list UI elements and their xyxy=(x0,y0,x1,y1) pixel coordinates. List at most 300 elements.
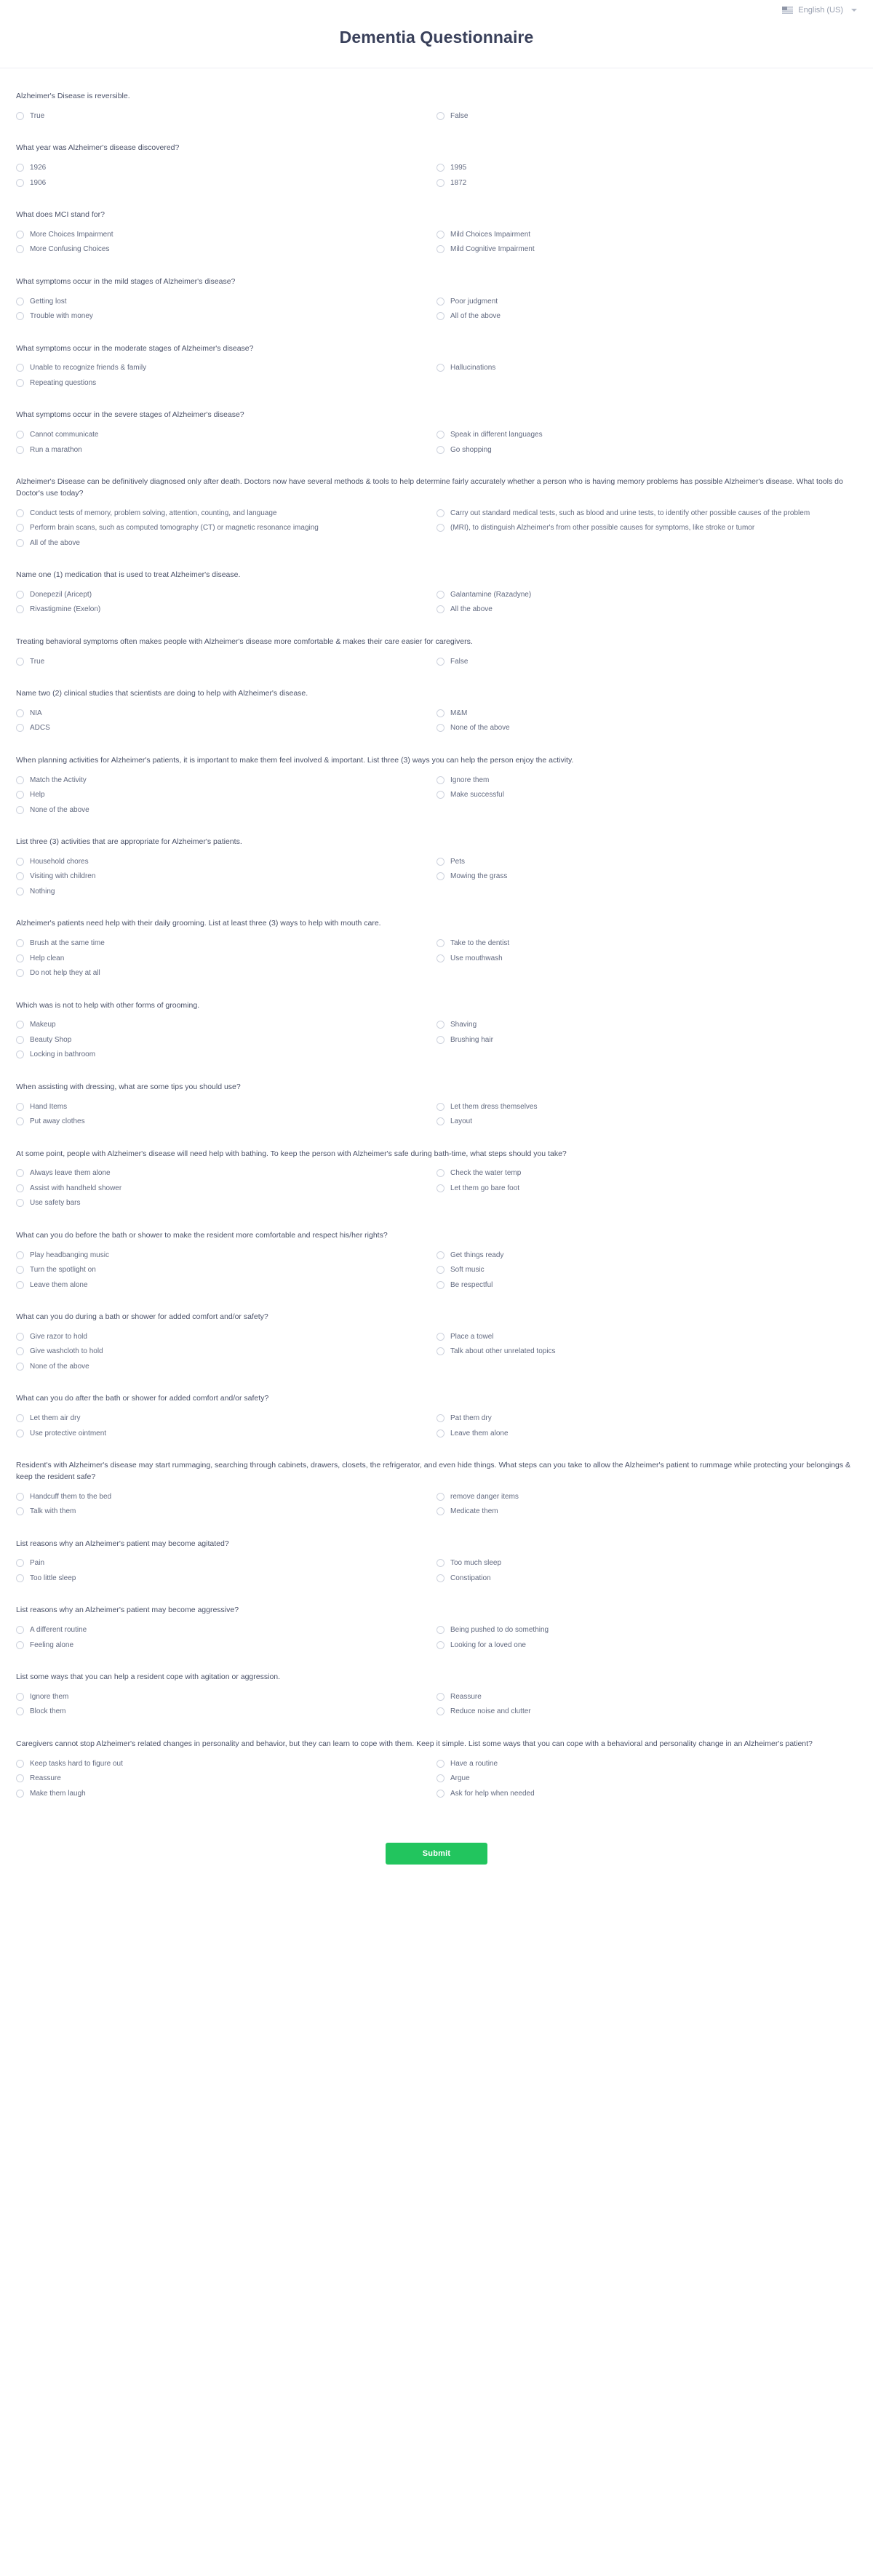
option-label: Getting lost xyxy=(30,297,67,306)
option-group xyxy=(16,655,857,670)
radio-button-icon[interactable] xyxy=(436,858,445,866)
radio-button-icon[interactable] xyxy=(16,872,24,880)
option-label: Get things ready xyxy=(450,1251,504,1259)
option-label: Do not help they at all xyxy=(30,969,100,977)
option-label: Visiting with children xyxy=(30,872,96,881)
radio-button-icon[interactable] xyxy=(436,872,445,880)
question-block xyxy=(0,133,873,200)
radio-option[interactable] xyxy=(16,773,436,789)
option-group xyxy=(16,1690,857,1720)
radio-option[interactable] xyxy=(16,655,436,670)
radio-option[interactable] xyxy=(16,376,436,391)
option-label: Soft music xyxy=(450,1266,485,1274)
option-label: Reduce noise and clutter xyxy=(450,1707,531,1716)
radio-option[interactable] xyxy=(16,721,436,736)
radio-button-icon[interactable] xyxy=(16,364,24,372)
question-text: At some point, people with Alzheimer's disease will need help with bathing. To keep the person with Alzheimer's safe during bath-time, what steps should you take? xyxy=(16,1149,567,1158)
chevron-down-icon[interactable] xyxy=(851,9,857,12)
radio-button-icon[interactable] xyxy=(16,379,24,387)
radio-button-icon[interactable] xyxy=(436,179,445,187)
radio-option[interactable] xyxy=(16,1196,436,1211)
radio-option[interactable] xyxy=(16,602,436,618)
radio-option[interactable] xyxy=(436,1787,857,1802)
radio-button-icon[interactable] xyxy=(436,1169,445,1177)
radio-button-icon[interactable] xyxy=(16,431,24,439)
radio-option[interactable] xyxy=(16,176,436,191)
radio-button-icon[interactable] xyxy=(436,112,445,120)
radio-button-icon[interactable] xyxy=(16,1559,24,1567)
radio-option[interactable] xyxy=(436,161,857,176)
radio-button-icon[interactable] xyxy=(16,1347,24,1355)
radio-button-icon[interactable] xyxy=(16,1199,24,1207)
option-label: Beauty Shop xyxy=(30,1035,72,1044)
questionnaire-form xyxy=(0,68,873,1833)
option-label: Trouble with money xyxy=(30,312,93,320)
radio-button-icon[interactable] xyxy=(16,858,24,866)
radio-button-icon[interactable] xyxy=(436,524,445,532)
radio-option[interactable] xyxy=(16,1114,436,1130)
radio-option[interactable] xyxy=(436,295,857,310)
radio-button-icon[interactable] xyxy=(436,709,445,717)
radio-option[interactable] xyxy=(16,1278,436,1293)
radio-option[interactable] xyxy=(16,869,436,885)
radio-option[interactable] xyxy=(436,721,857,736)
option-label: ADCS xyxy=(30,724,50,733)
radio-option[interactable] xyxy=(16,1623,436,1638)
option-label: None of the above xyxy=(30,805,89,814)
radio-button-icon[interactable] xyxy=(16,509,24,517)
question-block xyxy=(0,1451,873,1529)
option-label: Makeup xyxy=(30,1021,56,1029)
radio-option[interactable] xyxy=(16,588,436,603)
radio-option[interactable] xyxy=(436,855,857,870)
radio-button-icon[interactable] xyxy=(16,524,24,532)
option-label: Reassure xyxy=(30,1774,61,1782)
option-label: Medicate them xyxy=(450,1507,498,1515)
option-label: Handcuff them to the bed xyxy=(30,1492,112,1501)
radio-option[interactable] xyxy=(436,1571,857,1587)
question-block xyxy=(0,1529,873,1596)
radio-option[interactable] xyxy=(16,1263,436,1278)
option-label: Check the water temp xyxy=(450,1169,522,1178)
radio-option[interactable] xyxy=(436,788,857,803)
radio-option[interactable] xyxy=(436,1033,857,1048)
radio-button-icon[interactable] xyxy=(16,245,24,253)
radio-option[interactable] xyxy=(16,966,436,981)
radio-button-icon[interactable] xyxy=(436,724,445,732)
option-label: Match the Activity xyxy=(30,775,87,784)
option-label: Household chores xyxy=(30,857,89,866)
radio-option[interactable] xyxy=(436,1248,857,1264)
radio-option[interactable] xyxy=(436,1638,857,1654)
radio-button-icon[interactable] xyxy=(436,245,445,253)
radio-button-icon[interactable] xyxy=(16,1707,24,1715)
radio-option[interactable] xyxy=(436,1411,857,1427)
radio-option[interactable] xyxy=(16,1571,436,1587)
radio-button-icon[interactable] xyxy=(436,591,445,599)
radio-button-icon[interactable] xyxy=(436,1760,445,1768)
radio-button-icon[interactable] xyxy=(436,1281,445,1289)
radio-option[interactable] xyxy=(436,1704,857,1720)
radio-option[interactable] xyxy=(16,952,436,967)
radio-button-icon[interactable] xyxy=(436,1251,445,1259)
radio-button-icon[interactable] xyxy=(16,969,24,977)
radio-option[interactable] xyxy=(16,361,436,376)
radio-option[interactable] xyxy=(436,1100,857,1115)
radio-button-icon[interactable] xyxy=(16,1414,24,1422)
option-label: None of the above xyxy=(30,1362,89,1371)
radio-option[interactable] xyxy=(16,1638,436,1654)
radio-option[interactable] xyxy=(16,1181,436,1197)
option-label: Pain xyxy=(30,1559,45,1568)
radio-button-icon[interactable] xyxy=(16,539,24,547)
radio-button-icon[interactable] xyxy=(16,954,24,962)
radio-option[interactable] xyxy=(436,1181,857,1197)
question-block xyxy=(0,627,873,679)
radio-option[interactable] xyxy=(436,361,857,376)
radio-option[interactable] xyxy=(16,1344,436,1360)
radio-button-icon[interactable] xyxy=(436,1184,445,1192)
radio-option[interactable] xyxy=(436,1330,857,1345)
radio-option[interactable] xyxy=(16,521,436,536)
radio-option[interactable] xyxy=(436,1427,857,1442)
option-label: Go shopping xyxy=(450,445,492,454)
radio-option[interactable] xyxy=(436,1556,857,1571)
radio-button-icon[interactable] xyxy=(436,1493,445,1501)
option-label: Place a towel xyxy=(450,1332,494,1341)
option-label: Donepezil (Aricept) xyxy=(30,590,92,599)
radio-button-icon[interactable] xyxy=(16,724,24,732)
radio-button-icon[interactable] xyxy=(16,1507,24,1515)
radio-button-icon[interactable] xyxy=(436,1774,445,1782)
option-label: 1872 xyxy=(450,178,467,187)
option-label: Ask for help when needed xyxy=(450,1789,535,1798)
option-label: Always leave them alone xyxy=(30,1169,111,1178)
radio-option[interactable] xyxy=(16,1248,436,1264)
option-group xyxy=(16,706,857,736)
radio-option[interactable] xyxy=(16,242,436,258)
option-group xyxy=(16,1018,857,1063)
radio-option[interactable] xyxy=(436,1114,857,1130)
submit-button[interactable]: Submit xyxy=(386,1843,487,1865)
radio-option[interactable] xyxy=(436,228,857,243)
radio-button-icon[interactable] xyxy=(436,658,445,666)
radio-button-icon[interactable] xyxy=(436,1707,445,1715)
radio-option[interactable] xyxy=(436,1771,857,1787)
radio-button-icon[interactable] xyxy=(16,591,24,599)
radio-option[interactable] xyxy=(16,228,436,243)
question-block xyxy=(0,560,873,627)
radio-button-icon[interactable] xyxy=(16,658,24,666)
option-group xyxy=(16,1556,857,1586)
option-label: Constipation xyxy=(450,1574,491,1582)
radio-button-icon[interactable] xyxy=(16,1626,24,1634)
radio-option[interactable] xyxy=(16,1100,436,1115)
option-label: Give washcloth to hold xyxy=(30,1347,103,1356)
question-block xyxy=(0,1729,873,1811)
radio-button-icon[interactable] xyxy=(436,509,445,517)
radio-option[interactable] xyxy=(16,1504,436,1520)
radio-button-icon[interactable] xyxy=(436,446,445,454)
radio-button-icon[interactable] xyxy=(16,112,24,120)
radio-option[interactable] xyxy=(16,428,436,443)
radio-option[interactable] xyxy=(436,936,857,952)
radio-option[interactable] xyxy=(436,1018,857,1033)
language-bar xyxy=(0,0,873,20)
question-text: Caregivers cannot stop Alzheimer's related changes in personality and behavior, but they can learn to cope with them. Keep it simple. List some ways that you can cope with a behavioral and personality change in an Alzheimer's patient? xyxy=(16,1739,813,1748)
radio-button-icon[interactable] xyxy=(16,709,24,717)
radio-button-icon[interactable] xyxy=(16,1333,24,1341)
radio-option[interactable] xyxy=(16,295,436,310)
option-label: False xyxy=(450,111,469,120)
radio-button-icon[interactable] xyxy=(16,791,24,799)
radio-button-icon[interactable] xyxy=(16,1493,24,1501)
radio-button-icon[interactable] xyxy=(16,1169,24,1177)
radio-button-icon[interactable] xyxy=(16,1281,24,1289)
radio-button-icon[interactable] xyxy=(16,298,24,306)
radio-button-icon[interactable] xyxy=(16,1036,24,1044)
radio-button-icon[interactable] xyxy=(16,1266,24,1274)
option-label: A different routine xyxy=(30,1626,87,1634)
radio-button-icon[interactable] xyxy=(16,1760,24,1768)
radio-button-icon[interactable] xyxy=(436,1347,445,1355)
question-block xyxy=(0,1384,873,1451)
radio-button-icon[interactable] xyxy=(436,231,445,239)
question-text: What year was Alzheimer's disease discovered? xyxy=(16,143,180,153)
radio-option[interactable] xyxy=(436,176,857,191)
radio-button-icon[interactable] xyxy=(16,1574,24,1582)
option-label: Block them xyxy=(30,1707,66,1716)
option-label: Give razor to hold xyxy=(30,1332,87,1341)
question-block xyxy=(0,400,873,467)
radio-option[interactable] xyxy=(16,1048,436,1063)
question-block xyxy=(0,991,873,1072)
radio-option[interactable] xyxy=(16,1018,436,1033)
radio-button-icon[interactable] xyxy=(436,1021,445,1029)
radio-button-icon[interactable] xyxy=(16,1774,24,1782)
radio-option[interactable] xyxy=(436,1490,857,1505)
radio-button-icon[interactable] xyxy=(436,1036,445,1044)
question-text: Treating behavioral symptoms often makes people with Alzheimer's disease more comfortable & makes their care easier for caregivers. xyxy=(16,637,473,646)
option-label: Conduct tests of memory, problem solving, attention, counting, and language xyxy=(30,509,277,517)
radio-button-icon[interactable] xyxy=(436,1333,445,1341)
option-group xyxy=(16,1166,857,1211)
option-label: Speak in different languages xyxy=(450,431,543,439)
radio-option[interactable] xyxy=(16,1771,436,1787)
radio-button-icon[interactable] xyxy=(16,776,24,784)
radio-button-icon[interactable] xyxy=(16,1429,24,1437)
radio-option[interactable] xyxy=(16,1330,436,1345)
radio-button-icon[interactable] xyxy=(436,939,445,947)
radio-option[interactable] xyxy=(16,1690,436,1705)
option-group xyxy=(16,1100,857,1130)
option-label: Put away clothes xyxy=(30,1117,85,1125)
radio-button-icon[interactable] xyxy=(16,164,24,172)
radio-option[interactable] xyxy=(436,602,857,618)
option-label: Help xyxy=(30,791,45,799)
radio-option[interactable] xyxy=(436,521,857,536)
radio-button-icon[interactable] xyxy=(436,791,445,799)
radio-option[interactable] xyxy=(436,706,857,722)
radio-option[interactable] xyxy=(16,803,436,818)
radio-option[interactable] xyxy=(436,428,857,443)
radio-option[interactable] xyxy=(436,1690,857,1705)
radio-option[interactable] xyxy=(436,1504,857,1520)
radio-option[interactable] xyxy=(436,242,857,258)
radio-button-icon[interactable] xyxy=(436,1414,445,1422)
option-group xyxy=(16,295,857,324)
radio-option[interactable] xyxy=(16,936,436,952)
option-label: Play headbanging music xyxy=(30,1251,109,1259)
radio-option[interactable] xyxy=(16,1033,436,1048)
radio-option[interactable] xyxy=(436,655,857,670)
radio-button-icon[interactable] xyxy=(436,1559,445,1567)
radio-button-icon[interactable] xyxy=(436,1574,445,1582)
radio-button-icon[interactable] xyxy=(436,954,445,962)
option-label: Talk about other unrelated topics xyxy=(450,1347,556,1356)
radio-button-icon[interactable] xyxy=(16,1693,24,1701)
option-label: Brushing hair xyxy=(450,1035,493,1044)
question-text: Alzheimer's Disease is reversible. xyxy=(16,92,130,100)
radio-button-icon[interactable] xyxy=(436,364,445,372)
option-label: Mowing the grass xyxy=(450,872,508,881)
question-text: List three (3) activities that are appropriate for Alzheimer's patients. xyxy=(16,837,242,846)
radio-button-icon[interactable] xyxy=(16,1363,24,1371)
radio-button-icon[interactable] xyxy=(16,446,24,454)
option-group xyxy=(16,1490,857,1520)
radio-option[interactable] xyxy=(436,1757,857,1772)
radio-option[interactable] xyxy=(16,855,436,870)
radio-button-icon[interactable] xyxy=(436,1103,445,1111)
question-text: Alzheimer's Disease can be definitively diagnosed only after death. Doctors now have several methods & tools to help determine fairly accurately whether a person who is having memory problems has possible Alzheimer's disease. What tools do Doctor's use today? xyxy=(16,477,843,498)
radio-button-icon[interactable] xyxy=(16,939,24,947)
radio-option[interactable] xyxy=(16,885,436,900)
radio-option[interactable] xyxy=(436,588,857,603)
option-label: Being pushed to do something xyxy=(450,1626,549,1634)
radio-option[interactable] xyxy=(16,506,436,522)
radio-button-icon[interactable] xyxy=(436,1693,445,1701)
option-label: Nothing xyxy=(30,887,55,896)
option-label: Leave them alone xyxy=(450,1429,509,1437)
radio-option[interactable] xyxy=(436,506,857,522)
question-block xyxy=(0,679,873,746)
radio-option[interactable] xyxy=(436,1166,857,1181)
option-label: NIA xyxy=(30,709,42,717)
question-text: List some ways that you can help a resident cope with agitation or aggression. xyxy=(16,1672,281,1681)
radio-button-icon[interactable] xyxy=(16,806,24,814)
radio-button-icon[interactable] xyxy=(16,1021,24,1029)
radio-option[interactable] xyxy=(436,1263,857,1278)
radio-option[interactable] xyxy=(436,1278,857,1293)
radio-option[interactable] xyxy=(16,706,436,722)
radio-option[interactable] xyxy=(16,109,436,124)
radio-option[interactable] xyxy=(436,1623,857,1638)
radio-option[interactable] xyxy=(436,443,857,458)
radio-button-icon[interactable] xyxy=(16,1251,24,1259)
option-group xyxy=(16,1330,857,1375)
radio-button-icon[interactable] xyxy=(436,312,445,320)
radio-option[interactable] xyxy=(16,309,436,324)
radio-option[interactable] xyxy=(436,309,857,324)
option-label: Argue xyxy=(450,1774,470,1782)
option-label: True xyxy=(30,657,45,666)
question-block xyxy=(0,746,873,827)
radio-option[interactable] xyxy=(436,773,857,789)
question-text: Alzheimer's patients need help with their daily grooming. List at least three (3) ways to help with mouth care. xyxy=(16,919,381,928)
radio-option[interactable] xyxy=(436,109,857,124)
question-block xyxy=(0,1072,873,1139)
radio-option[interactable] xyxy=(16,1490,436,1505)
radio-button-icon[interactable] xyxy=(436,431,445,439)
radio-button-icon[interactable] xyxy=(16,605,24,613)
radio-button-icon[interactable] xyxy=(16,1050,24,1058)
radio-button-icon[interactable] xyxy=(436,1626,445,1634)
option-label: Assist with handheld shower xyxy=(30,1184,122,1192)
radio-option[interactable] xyxy=(436,952,857,967)
radio-option[interactable] xyxy=(16,1757,436,1772)
option-label: Layout xyxy=(450,1117,473,1125)
radio-button-icon[interactable] xyxy=(16,888,24,896)
radio-button-icon[interactable] xyxy=(436,1641,445,1649)
radio-button-icon[interactable] xyxy=(436,1790,445,1798)
option-label: Be respectful xyxy=(450,1280,493,1289)
radio-button-icon[interactable] xyxy=(436,298,445,306)
radio-button-icon[interactable] xyxy=(436,776,445,784)
radio-option[interactable] xyxy=(16,161,436,176)
radio-button-icon[interactable] xyxy=(436,1117,445,1125)
radio-button-icon[interactable] xyxy=(436,605,445,613)
radio-option[interactable] xyxy=(436,869,857,885)
radio-option[interactable] xyxy=(16,443,436,458)
radio-button-icon[interactable] xyxy=(16,1184,24,1192)
radio-option[interactable] xyxy=(436,1344,857,1360)
option-label: Poor judgment xyxy=(450,297,498,306)
radio-button-icon[interactable] xyxy=(16,1117,24,1125)
language-label: English (US) xyxy=(798,6,843,15)
radio-option[interactable] xyxy=(16,1427,436,1442)
radio-button-icon[interactable] xyxy=(16,312,24,320)
option-label: Make them laugh xyxy=(30,1789,86,1798)
option-label: None of the above xyxy=(450,724,510,733)
radio-option[interactable] xyxy=(16,1360,436,1375)
radio-button-icon[interactable] xyxy=(16,231,24,239)
radio-option[interactable] xyxy=(16,1166,436,1181)
radio-button-icon[interactable] xyxy=(16,1641,24,1649)
radio-button-icon[interactable] xyxy=(436,164,445,172)
question-text: What does MCI stand for? xyxy=(16,210,105,219)
radio-option[interactable] xyxy=(16,788,436,803)
radio-option[interactable] xyxy=(16,1411,436,1427)
radio-button-icon[interactable] xyxy=(16,1790,24,1798)
radio-button-icon[interactable] xyxy=(436,1429,445,1437)
radio-button-icon[interactable] xyxy=(436,1266,445,1274)
option-label: Run a marathon xyxy=(30,445,82,454)
option-label: Perform brain scans, such as computed tomography (CT) or magnetic resonance imaging xyxy=(30,524,319,532)
question-text: Resident's with Alzheimer's disease may start rummaging, searching through cabinets, drawers, closets, the refrigerator, and even hide things. What steps can you take to allow the Alzheimer's patient to rummage while protecting your belongings & keep the resident safe? xyxy=(16,1461,851,1481)
radio-button-icon[interactable] xyxy=(436,1507,445,1515)
option-label: Let them dress themselves xyxy=(450,1102,538,1111)
radio-option[interactable] xyxy=(16,536,436,551)
option-label: All of the above xyxy=(30,538,80,547)
option-label: Reassure xyxy=(450,1692,482,1701)
option-label: Feeling alone xyxy=(30,1640,74,1649)
radio-button-icon[interactable] xyxy=(16,1103,24,1111)
language-selector[interactable] xyxy=(782,6,857,15)
radio-option[interactable] xyxy=(16,1704,436,1720)
radio-option[interactable] xyxy=(16,1787,436,1802)
radio-button-icon[interactable] xyxy=(16,179,24,187)
radio-option[interactable] xyxy=(16,1556,436,1571)
